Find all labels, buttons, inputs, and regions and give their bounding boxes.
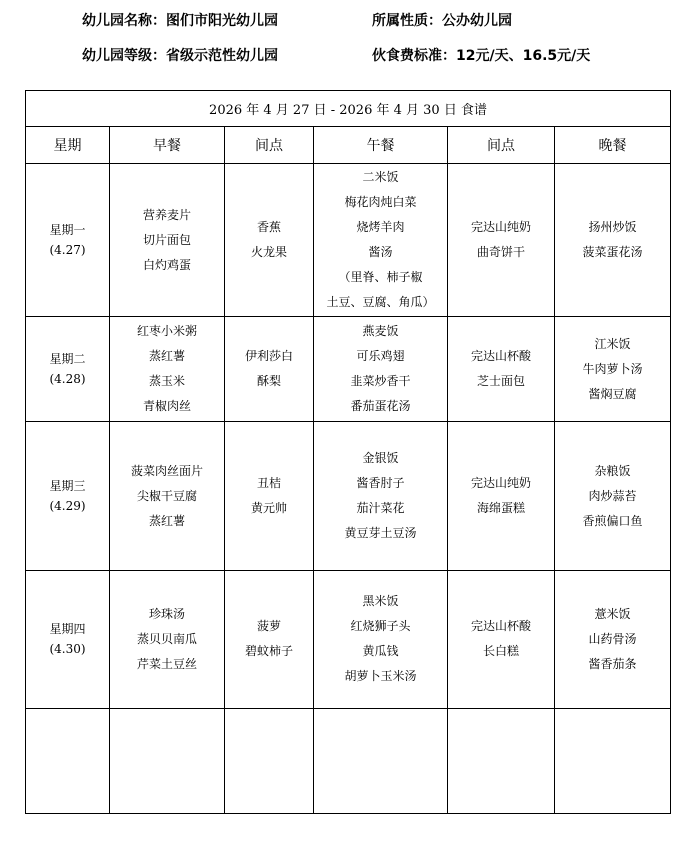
dish-item: 营养麦片	[142, 207, 191, 222]
dish-item: 曲奇饼干	[476, 245, 525, 260]
dish-item: 金银饭	[362, 451, 399, 466]
empty-cell	[110, 708, 225, 813]
morning-snack-cell	[225, 164, 314, 317]
weekday-date: (4.29)	[49, 499, 86, 514]
dish-item: 茄汁菜花	[356, 501, 405, 516]
dish-item: 可乐鸡翅	[356, 349, 405, 364]
empty-cell	[225, 708, 314, 813]
menu-title-row	[26, 91, 671, 127]
header-afternoon-snack: 间点	[448, 127, 555, 164]
dish-item: 丑桔	[256, 476, 281, 491]
dish-item: 黑米饭	[362, 594, 399, 609]
dish-item: 完达山纯奶	[470, 220, 531, 235]
header-row	[26, 127, 671, 164]
weekly-menu-table	[25, 90, 671, 814]
dish-item: 薏米饭	[594, 606, 631, 621]
empty-cell	[555, 708, 671, 813]
header-morning-snack: 间点	[225, 127, 314, 164]
afternoon-snack-cell	[448, 422, 555, 570]
header-weekday: 星期	[26, 127, 110, 164]
weekday-cell	[26, 570, 110, 708]
dish-item: 燕麦饭	[362, 324, 399, 339]
header-breakfast: 早餐	[110, 127, 225, 164]
dish-item: 黄豆芽土豆汤	[344, 526, 417, 541]
kindergarten-nature: 所属性质：公办幼儿园	[372, 13, 512, 29]
header-lunch: 午餐	[314, 127, 448, 164]
dinner-cell	[555, 317, 671, 422]
menu-title: 2026 年 4 月 27 日 - 2026 年 4 月 30 日 食谱	[26, 91, 671, 127]
dish-item: 山药骨汤	[588, 631, 637, 646]
meal-fee-standard: 伙食费标准：12元/天、16.5元/天	[372, 48, 591, 64]
table-row	[26, 164, 671, 317]
kindergarten-info	[0, 0, 700, 90]
dish-item: 香煎偏口鱼	[582, 513, 643, 528]
weekday-cell	[26, 422, 110, 570]
dinner-cell	[555, 164, 671, 317]
header-dinner: 晚餐	[555, 127, 671, 164]
dish-item: 江米饭	[594, 336, 631, 351]
dish-item: 长白糕	[482, 644, 519, 659]
dish-item: 蒸红薯	[148, 349, 185, 364]
dish-item: 酱香茄条	[588, 656, 637, 671]
weekday-cell	[26, 317, 110, 422]
morning-snack-cell	[225, 317, 314, 422]
dish-item: 红枣小米粥	[136, 324, 197, 339]
dish-item: 烧烤羊肉	[356, 220, 405, 235]
dish-item: 梅花肉炖白菜	[344, 195, 417, 210]
dish-item: 胡萝卜玉米汤	[344, 669, 417, 684]
dish-item: 海绵蛋糕	[476, 501, 525, 516]
dish-item: 土豆、豆腐、角瓜）	[326, 295, 435, 310]
dish-item: 黄瓜钱	[362, 644, 399, 659]
afternoon-snack-cell	[448, 570, 555, 708]
dish-item: 蒸贝贝南瓜	[136, 631, 197, 646]
dish-item: 扬州炒饭	[588, 220, 637, 235]
lunch-cell	[314, 164, 448, 317]
dish-item: 完达山纯奶	[470, 476, 531, 491]
kindergarten-name: 幼儿园名称：图们市阳光幼儿园	[82, 13, 278, 29]
dish-item: 番茄蛋花汤	[350, 399, 411, 414]
table-row	[26, 422, 671, 570]
dish-item: 韭菜炒香干	[350, 374, 411, 389]
dish-item: 珍珠汤	[148, 606, 185, 621]
dish-item: 蒸玉米	[148, 374, 185, 389]
dinner-cell	[555, 570, 671, 708]
dish-item: 白灼鸡蛋	[142, 257, 191, 272]
morning-snack-cell	[225, 422, 314, 570]
dish-item: 火龙果	[250, 245, 287, 260]
afternoon-snack-cell	[448, 164, 555, 317]
dish-item: 切片面包	[142, 232, 191, 247]
weekday-cell	[26, 164, 110, 317]
afternoon-snack-cell	[448, 317, 555, 422]
table-row	[26, 317, 671, 422]
dish-item: 菠菜肉丝面片	[130, 463, 203, 478]
empty-cell	[314, 708, 448, 813]
empty-cell	[448, 708, 555, 813]
dish-item: 牛肉萝卜汤	[582, 361, 643, 376]
lunch-cell	[314, 422, 448, 570]
weekday-name: 星期三	[49, 479, 86, 494]
dinner-cell	[555, 422, 671, 570]
dish-item: 尖椒干豆腐	[136, 488, 197, 503]
dish-item: 酱香肘子	[356, 476, 405, 491]
weekday-date: (4.27)	[49, 243, 86, 258]
dish-item: 红烧狮子头	[350, 619, 411, 634]
dish-item: 酥梨	[256, 374, 281, 389]
dish-item: 芹菜土豆丝	[136, 656, 197, 671]
dish-item: 菠菜蛋花汤	[582, 245, 643, 260]
lunch-cell	[314, 570, 448, 708]
weekday-date: (4.28)	[49, 372, 86, 387]
dish-item: 完达山杯酸	[470, 619, 531, 634]
dish-item: 黄元帅	[250, 501, 287, 516]
dish-item: 伊利莎白	[244, 349, 293, 364]
dish-item: 完达山杯酸	[470, 349, 531, 364]
dish-item: 肉炒蒜苔	[588, 488, 637, 503]
dish-item: 青椒肉丝	[142, 399, 191, 414]
dish-item: 蒸红薯	[148, 513, 185, 528]
breakfast-cell	[110, 317, 225, 422]
empty-cell	[26, 708, 110, 813]
table-row	[26, 570, 671, 708]
dish-item: （里脊、柿子椒	[338, 270, 423, 285]
dish-item: 二米饭	[362, 170, 399, 185]
weekday-date: (4.30)	[49, 642, 86, 657]
breakfast-cell	[110, 570, 225, 708]
dish-item: 香蕉	[256, 220, 281, 235]
kindergarten-grade: 幼儿园等级：省级示范性幼儿园	[82, 48, 278, 64]
dish-item: 杂粮饭	[594, 463, 631, 478]
empty-row	[26, 708, 671, 813]
weekday-name: 星期二	[49, 352, 86, 367]
lunch-cell	[314, 317, 448, 422]
breakfast-cell	[110, 422, 225, 570]
dish-item: 酱汤	[368, 245, 393, 260]
dish-item: 酱焖豆腐	[588, 386, 637, 401]
weekday-name: 星期一	[49, 223, 86, 238]
morning-snack-cell	[225, 570, 314, 708]
dish-item: 碧蚊柿子	[244, 644, 293, 659]
breakfast-cell	[110, 164, 225, 317]
dish-item: 芝士面包	[476, 374, 525, 389]
dish-item: 菠萝	[256, 619, 281, 634]
weekday-name: 星期四	[49, 622, 86, 637]
